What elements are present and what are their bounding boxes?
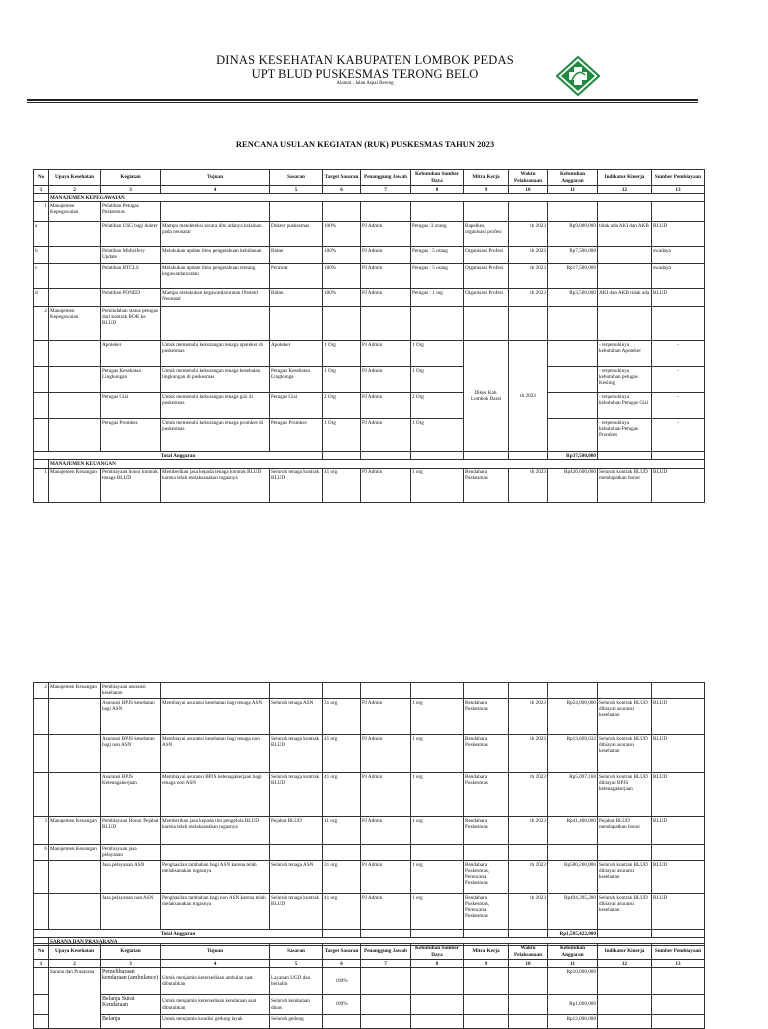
cell-sumber-daya: Petugas : 1 org <box>411 289 464 307</box>
total-label: Total Anggaran <box>34 930 323 938</box>
col-header: Sumber Pembiayaan <box>652 170 705 186</box>
cell-anggaran: Rp13,669,632 <box>548 735 598 773</box>
cell-anggaran: Rp7,500,000 <box>548 247 598 264</box>
document-title: RENCANA USULAN KEGIATAN (RUK) PUSKESMAS TAHUN 2023 <box>235 139 495 149</box>
col-number: 1 <box>34 186 49 194</box>
cell-kegiatan: Asuransi BPJS kesehatan bagi non ASN <box>101 735 161 773</box>
cell-indikator: Seluruh kontrak BLUD dibiayai BPJS ketenagakerjaan <box>598 773 652 817</box>
cell-mitra: Bendahara Puskesmas <box>464 699 509 735</box>
ruk-table-sarana <box>33 943 705 1029</box>
col-header: No <box>34 170 49 186</box>
cell-pembiayaan: BLUD <box>652 817 705 845</box>
table-row <box>34 202 705 222</box>
cell-tujuan: Membiayai asuransi BPJS ketenagakerjaan bagi tenaga non ASN <box>161 773 270 817</box>
cell-upaya: Manajemen Keuangan <box>49 845 101 861</box>
cell-mitra: Bendahara Puskesmas <box>464 468 509 502</box>
cell-sasaran: Dokter puskesmas <box>270 222 323 247</box>
col-number: 9 <box>464 960 509 968</box>
cell-pj: PJ Admin <box>361 367 411 393</box>
cell-sumber-daya: 1 org <box>411 773 464 817</box>
cell-mitra: Bapelkes, organisasi profesi <box>464 222 509 247</box>
col-header: Sasaran <box>270 944 323 960</box>
col-number: 4 <box>161 186 270 194</box>
cell-anggaran: Rp5,097,168 <box>548 773 598 817</box>
cell-target: 100% <box>323 264 361 289</box>
cell-pembiayaan: BLUD <box>652 289 705 307</box>
cell-tujuan: Membiayai asuransi kesehatan bagi tenaga non ASN <box>161 735 270 773</box>
cell-sasaran: Seluruh tenaga kontrak BLUD <box>270 468 323 502</box>
table-row <box>34 419 705 452</box>
col-number: 9 <box>464 186 509 194</box>
col-number: 10 <box>509 186 548 194</box>
cell-pj: PJ Admin <box>361 894 411 930</box>
col-number: 5 <box>270 960 323 968</box>
col-header: Target Sasaran <box>323 944 361 960</box>
cell-anggaran: Rp10,000,000 <box>548 968 598 995</box>
col-number: 4 <box>161 960 270 968</box>
cell-pembiayaan: BLUD <box>652 222 705 247</box>
col-number: 12 <box>598 186 652 194</box>
col-header: Sasaran <box>270 170 323 186</box>
cell-waktu: th 2023 <box>509 247 548 264</box>
cell-tujuan: Untuk menjamin ketersediaan ambulan saat dibutuhkan <box>161 968 270 995</box>
cell-no: c <box>34 264 49 289</box>
cell-sasaran: Seluruh tenaga ASN <box>270 861 323 894</box>
table-row <box>34 367 705 393</box>
cell-no: 1 <box>34 202 49 222</box>
cell-pembiayaan: BLUD <box>652 735 705 773</box>
cell-sasaran: Pejabat BLUD <box>270 817 323 845</box>
cell-pj: PJ Admin <box>361 419 411 452</box>
cell-target: 41 org <box>323 468 361 502</box>
col-header: Waktu Pelaksanaan <box>509 944 548 960</box>
col-header: Indikator Kinerja <box>598 170 652 186</box>
col-header: Kegiatan <box>101 944 161 960</box>
cell-indikator: - terpenuhinya kebutuhan petugas Kesling <box>598 367 652 393</box>
cell-pembiayaan: - <box>652 393 705 419</box>
cell-pembiayaan: - <box>652 419 705 452</box>
col-header: Kebutuhan Anggaran <box>548 944 598 960</box>
cell-mitra: Organisasi Profesi <box>464 289 509 307</box>
cell-indikator: - terpenuhinya kebutuhan Petugas Gizi <box>598 393 652 419</box>
cell-target: 100% <box>323 222 361 247</box>
header-row <box>34 170 705 186</box>
table-row <box>34 845 705 861</box>
cell-waktu: th 2023 <box>509 468 548 502</box>
col-number: 2 <box>49 186 101 194</box>
cell-kegiatan: Jasa pelayanan ASN <box>101 861 161 894</box>
cell-kegiatan: Petugas Promkes <box>101 419 161 452</box>
cell-anggaran: Rp494,395,200 <box>548 894 598 930</box>
cell-tujuan: Memberikan jasa kepada tim pengelola BLUD karena telah melaksanakan tugasnya <box>161 817 270 845</box>
table-row <box>34 995 705 1015</box>
col-number: 6 <box>323 960 361 968</box>
cell-anggaran: Rp1,000,000 <box>548 995 598 1015</box>
cell-sasaran: Perawat <box>270 264 323 289</box>
table-row <box>34 683 705 699</box>
col-header: Kegiatan <box>101 170 161 186</box>
cell-pembiayaan: swadaya <box>652 264 705 289</box>
cell-kegiatan: Belanja <box>101 1015 161 1029</box>
col-header: Mitra Kerja <box>464 944 509 960</box>
col-header: No <box>34 944 49 960</box>
cell-waktu: th 2023 <box>509 773 548 817</box>
cell-tujuan: Membiayai asuransi kesehatan bagi tenaga ASN <box>161 699 270 735</box>
cell-waktu: th 2023 <box>509 817 548 845</box>
cell-mitra: Bendahara Puskesmas, Perencana Puskesmas <box>464 894 509 930</box>
cell-sasaran: Bidan <box>270 247 323 264</box>
col-number: 3 <box>101 186 161 194</box>
col-header: Kebutuhan Sumber Daya <box>411 170 464 186</box>
cell-waktu: th 2023 <box>509 894 548 930</box>
table-row <box>34 468 705 502</box>
table-row <box>34 894 705 930</box>
cell-sumber-daya: 1 org <box>411 699 464 735</box>
col-number: 11 <box>548 186 598 194</box>
cell-indikator: Seluruh kontrak BLUD dibiayai asuransi kesehatan <box>598 699 652 735</box>
cell-no: 2 <box>34 307 49 341</box>
cell-sasaran: Petugas Promkes <box>270 419 323 452</box>
cell-target: 100% <box>323 247 361 264</box>
cell-indikator: Seluruh kontrak BLUD dibiayai asuransi kesehatan <box>598 735 652 773</box>
cell-pj: PJ Admin <box>361 264 411 289</box>
cell-sumber-daya: 2 Org <box>411 393 464 419</box>
green-cross-logo <box>556 56 600 96</box>
total-row <box>34 452 705 460</box>
col-header: Indikator Kinerja <box>598 944 652 960</box>
cell-tujuan: Penghasilan tambahan bagi non ASN karena telah melaksanakan tugasnya <box>161 894 270 930</box>
cell-target: 41 org <box>323 735 361 773</box>
cell-indikator: Seluruh kontrak BLUD mendapatkan honor <box>598 468 652 502</box>
cell-target: 1 Org <box>323 367 361 393</box>
cell-tujuan: Mampu melakukan kegawatdaruratan Obstetri Neonatal <box>161 289 270 307</box>
col-header: Penanggung Jawab <box>361 170 411 186</box>
table-row <box>34 1015 705 1029</box>
cell-sumber-daya: 1 Org <box>411 367 464 393</box>
cell-no: d <box>34 289 49 307</box>
cell-target: 41 org <box>323 894 361 930</box>
cell-anggaran: Rp12,000,000 <box>548 1015 598 1029</box>
cell-upaya: Manajemen Kepegawaian <box>49 202 101 222</box>
total-row <box>34 930 705 938</box>
cell-pj: PJ Admin <box>361 773 411 817</box>
header-puskesmas: UPT BLUD PUSKESMAS TERONG BELO <box>251 67 479 81</box>
cell-mitra: Bendahara Puskesmas <box>464 817 509 845</box>
cell-target: 31 org <box>323 699 361 735</box>
col-header: Waktu Pelaksanaan <box>509 170 548 186</box>
header-rule-thin <box>27 102 698 103</box>
ruk-table-page2 <box>33 682 705 946</box>
cell-waktu: th 2023 <box>509 264 548 289</box>
cell-waktu: th 2023 <box>509 861 548 894</box>
section-title: MANAJEMEN KEUANGAN <box>49 460 705 468</box>
cell-pj: PJ Admin <box>361 817 411 845</box>
total-label: Total Anggaran <box>34 452 323 460</box>
cell-kegiatan: Petugas Gizi <box>101 393 161 419</box>
cell-sasaran: Apoteker <box>270 341 323 367</box>
cell-waktu: th 2023 <box>509 341 548 452</box>
header-row <box>34 944 705 960</box>
cell-mitra: Bendahara Puskesmas <box>464 735 509 773</box>
cell-sasaran: Bidan <box>270 289 323 307</box>
cell-sumber-daya: 1 org <box>411 468 464 502</box>
cell-upaya: Manajemen Keuangan <box>49 683 101 699</box>
cell-kegiatan: Pembiayaan asuransi kesehatan <box>101 683 161 699</box>
cell-sumber-daya: 1 org <box>411 735 464 773</box>
cell-no: a <box>34 222 49 247</box>
cell-pj: PJ Admin <box>361 289 411 307</box>
cell-pj: PJ Admin <box>361 247 411 264</box>
cell-sumber-daya: Petugas : 5 orang <box>411 247 464 264</box>
cell-pembiayaan: BLUD <box>652 699 705 735</box>
cell-target: 1 Org <box>323 341 361 367</box>
col-number: 5 <box>270 186 323 194</box>
col-number: 10 <box>509 960 548 968</box>
cell-upaya: Sarana dan Prasarana <box>49 968 101 1029</box>
cell-mitra: Organisasi Profesi <box>464 264 509 289</box>
cell-kegiatan: Apoteker <box>101 341 161 367</box>
cell-kegiatan: Pelatihan PONED <box>101 289 161 307</box>
col-header: Tujuan <box>161 170 270 186</box>
cell-sumber-daya: 1 org <box>411 861 464 894</box>
cell-target: 100% <box>323 995 361 1015</box>
table-row <box>34 699 705 735</box>
total-amount: Rp37,500,000 <box>548 452 598 460</box>
cell-indikator: tidak ada AKI dan AKB <box>598 222 652 247</box>
col-header: Sumber Pembiayaan <box>652 944 705 960</box>
cell-pj: PJ Admin <box>361 341 411 367</box>
table-row <box>34 861 705 894</box>
cell-pembiayaan: swadaya <box>652 247 705 264</box>
cell-kegiatan: Asuransi BPJS Ketenagakerjaan <box>101 773 161 817</box>
col-number: 6 <box>323 186 361 194</box>
cell-waktu: th 2023 <box>509 699 548 735</box>
table-row <box>34 393 705 419</box>
total-amount: Rp1,585,422,800 <box>548 930 598 938</box>
cell-kegiatan: Pemindahan status petugas dari kontrak BOK ke BLUD <box>101 307 161 341</box>
cell-kegiatan: Pelatihan Petugas Puskesmas <box>101 202 161 222</box>
cell-sumber-daya: 1 org <box>411 894 464 930</box>
cell-kegiatan: Pelatihan Midwifery Update <box>101 247 161 264</box>
col-number-row <box>34 186 705 194</box>
cell-sasaran: Seluruh kendaraan dinas <box>270 995 323 1015</box>
cell-upaya: Manajemen Kepegawaian <box>49 307 101 341</box>
col-header: Kebutuhan Anggaran <box>548 170 598 186</box>
col-number: 3 <box>101 960 161 968</box>
cell-target: 100% <box>323 968 361 995</box>
cell-no: 3 <box>34 817 49 845</box>
cell-mitra: Dikes Kab. Lombok Barat <box>464 341 509 452</box>
cell-pembiayaan: BLUD <box>652 894 705 930</box>
cell-anggaran: Rp9,000,000 <box>548 222 598 247</box>
cell-kegiatan: Belanja Surat Kendaraan <box>101 995 161 1015</box>
col-number: 1 <box>34 960 49 968</box>
cell-waktu: th 2023 <box>509 289 548 307</box>
col-header: Kebutuhan Sumber Daya <box>411 944 464 960</box>
cell-indikator: AKI dan AKB tidak ada <box>598 289 652 307</box>
col-number: 13 <box>652 186 705 194</box>
cell-target: 11 org <box>323 817 361 845</box>
col-number: 2 <box>49 960 101 968</box>
col-header: Upaya Kesehatan <box>49 944 101 960</box>
cell-tujuan: Untuk memenuhi kekurangan tenaga apoteker di puskesmas <box>161 341 270 367</box>
section-title: SARANA DAN PRASARANA <box>49 938 705 946</box>
cell-anggaran: Rp24,000,000 <box>548 699 598 735</box>
cell-tujuan: Untuk menjamin ketersediaan kendaraan saat dibutuhkan <box>161 995 270 1015</box>
cell-indikator: Seluruh kontrak BLUD dibiayai asuransi kesehatan <box>598 894 652 930</box>
col-number: 8 <box>411 960 464 968</box>
table-row <box>34 222 705 247</box>
col-header: Penanggung Jawab <box>361 944 411 960</box>
cell-indikator: - terpenuhinya kebutuhan Petugas Promkes <box>598 419 652 452</box>
cell-sasaran: Seluruh tenaga kontrak BLUD <box>270 735 323 773</box>
cell-sasaran: Seluruh tenaga kontrak BLUD <box>270 894 323 930</box>
cell-no: b <box>34 247 49 264</box>
table-row <box>34 307 705 341</box>
cell-target: 2 Org <box>323 393 361 419</box>
cell-pj: PJ Admin <box>361 468 411 502</box>
cell-kegiatan: Jasa pelayanan non ASN <box>101 894 161 930</box>
cell-target: 1 Org <box>323 419 361 452</box>
cell-pj: PJ Admin <box>361 393 411 419</box>
cell-no: 6 <box>34 845 49 861</box>
cell-sasaran: Seluruh tenaga kontrak BLUD <box>270 773 323 817</box>
cell-target: 31 org <box>323 861 361 894</box>
cell-mitra: Organisasi Profesi <box>464 247 509 264</box>
cell-kegiatan: Pelatihan BTCLS <box>101 264 161 289</box>
col-header: Upaya Kesehatan <box>49 170 101 186</box>
col-number: 7 <box>361 960 411 968</box>
cell-pembiayaan: BLUD <box>652 861 705 894</box>
cell-sumber-daya: 1 Org <box>411 419 464 452</box>
cell-anggaran: Rp426,600,000 <box>548 468 598 502</box>
cell-no: 2 <box>34 683 49 699</box>
table-row <box>34 773 705 817</box>
cell-pembiayaan: - <box>652 341 705 367</box>
col-number: 7 <box>361 186 411 194</box>
cell-mitra: Bendahara Puskesmas <box>464 773 509 817</box>
cell-sasaran: Petugas Kesehatan Lingkunga <box>270 367 323 393</box>
cell-tujuan: Penghasilan tambahan bagi ASN karena telah melaksanakan tugasnya <box>161 861 270 894</box>
col-header: Mitra Kerja <box>464 170 509 186</box>
cell-kegiatan: Pembiayaan jasa pelayanan <box>101 845 161 861</box>
cell-sumber-daya: 1 Org <box>411 341 464 367</box>
cell-sumber-daya: Petugas :3 orang <box>411 222 464 247</box>
col-number: 13 <box>652 960 705 968</box>
cell-tujuan: Melakukan update ilmu pengetahuan tentang kegawatdaruratan <box>161 264 270 289</box>
cell-tujuan: Untuk memenuhi kekurangan tenaga gizi di puskesmas <box>161 393 270 419</box>
col-number: 11 <box>548 960 598 968</box>
cell-tujuan: Mampu mendeteksi secara dini adanya kelainan pada neonatal <box>161 222 270 247</box>
table-row <box>34 735 705 773</box>
cell-sasaran: Seluruh gedung <box>270 1015 323 1029</box>
header-rule <box>27 99 698 101</box>
table-row <box>34 817 705 845</box>
table-row <box>34 247 705 264</box>
cell-no: 1 <box>34 468 49 502</box>
cell-anggaran: Rp17,500,000 <box>548 264 598 289</box>
cell-kegiatan: Asuransi BPJS kesehatan bagi ASN <box>101 699 161 735</box>
col-number: 8 <box>411 186 464 194</box>
cell-pembiayaan: BLUD <box>652 468 705 502</box>
table-row <box>34 341 705 367</box>
section-title: MANAJEMEN KEPEGAWAIAN <box>49 194 705 202</box>
cell-tujuan: Memberikan jasa kepada tenaga kontrak BLUD karena telah melaksanakan tugasnya <box>161 468 270 502</box>
cell-pj: PJ Admin <box>361 735 411 773</box>
cell-kegiatan: Pemeliharaan kendaraan (ambulance) <box>101 968 161 995</box>
cell-tujuan: Melakukan update ilmu pengetahuan kebidanan <box>161 247 270 264</box>
cell-anggaran: Rp3,500,000 <box>548 289 598 307</box>
header-address: Alamat : Jalan Aspal Bereng <box>336 81 394 86</box>
cell-sasaran: Petugas Gizi <box>270 393 323 419</box>
cell-sumber-daya: 1 org <box>411 817 464 845</box>
cell-pj: PJ Admin <box>361 222 411 247</box>
col-header: Target Sasaran <box>323 170 361 186</box>
section-row <box>34 460 705 468</box>
cell-pj: PJ Admin <box>361 699 411 735</box>
cell-anggaran: Rp41,400,000 <box>548 817 598 845</box>
table-row <box>34 968 705 995</box>
cell-target: 41 org <box>323 773 361 817</box>
cell-kegiatan: Pelatihan USG bagi dokter <box>101 222 161 247</box>
cell-indikator: Seluruh kontrak BLUD dibiayai asuransi kesehatan <box>598 861 652 894</box>
cell-pj: PJ Admin <box>361 861 411 894</box>
cell-kegiatan: Pembiayaan Honor Pejabat BLUD <box>101 817 161 845</box>
table-row <box>34 289 705 307</box>
cell-indikator: - terpenuhinya kebutuhan Apoteker <box>598 341 652 367</box>
col-number-row <box>34 960 705 968</box>
section-row <box>34 194 705 202</box>
table-row <box>34 264 705 289</box>
cell-tujuan: Untuk memenuhi kekurangan tenaga kesehatan lingkungan di puskesmas <box>161 367 270 393</box>
ruk-table-page1 <box>33 169 705 503</box>
cell-waktu: th 2023 <box>509 735 548 773</box>
cell-sumber-daya: Petugas : 5 orang <box>411 264 464 289</box>
cell-upaya: Manajemen Keuangan <box>49 817 101 845</box>
cell-pembiayaan: - <box>652 367 705 393</box>
cell-mitra: Bendahara Puskesmas, Perencana Puskesmas <box>464 861 509 894</box>
cell-upaya: Manajemen Keuangan <box>49 468 101 502</box>
cell-sasaran: Seluruh tenaga ASN <box>270 699 323 735</box>
cell-indikator: Pejabat BLUD mendapatkan honor <box>598 817 652 845</box>
col-number: 12 <box>598 960 652 968</box>
cell-tujuan: Untuk menjamin kondisi gedung layak <box>161 1015 270 1029</box>
cell-pembiayaan: BLUD <box>652 773 705 817</box>
cell-sasaran: Layanan UGD dan bersalin <box>270 968 323 995</box>
cell-target: 100% <box>323 289 361 307</box>
cell-kegiatan: Pembiayaan honor kontrak tenaga BLUD <box>101 468 161 502</box>
header-agency: DINAS KESEHATAN KABUPATEN LOMBOK PEDAS <box>216 53 514 67</box>
col-header: Tujuan <box>161 944 270 960</box>
cell-anggaran: Rp580,260,800 <box>548 861 598 894</box>
cell-tujuan: Untuk memenuhi kekurangan tenaga promkes di puskesmas <box>161 419 270 452</box>
cell-waktu: th 2023 <box>509 222 548 247</box>
cell-kegiatan: Petugas Kesehatan Lingkungan <box>101 367 161 393</box>
